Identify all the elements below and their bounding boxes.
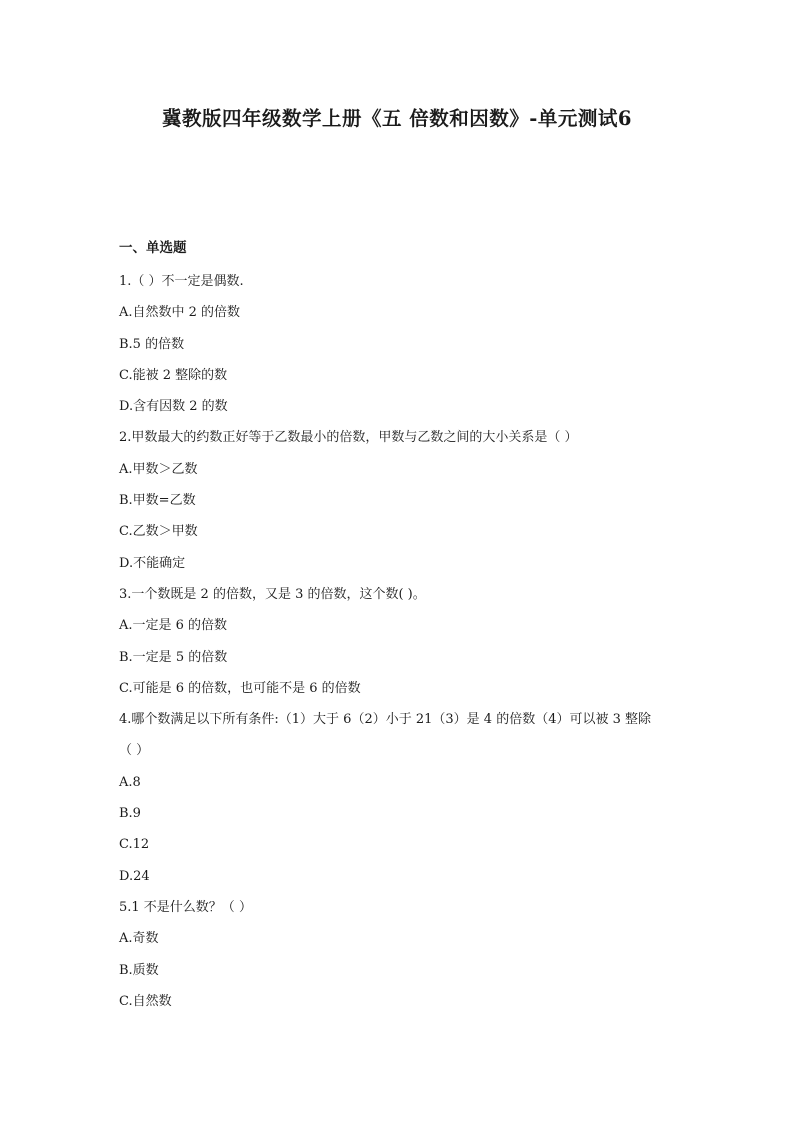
question-1-option-c: C.能被 2 整除的数 (119, 367, 228, 383)
question-1-options (119, 297, 719, 422)
question-4-option-d: D.24 (119, 868, 150, 884)
question-1-option-b: B.5 的倍数 (119, 336, 185, 352)
question-1-option-d: D.含有因数 2 的数 (119, 399, 228, 415)
question-3-options (119, 610, 719, 704)
section-heading: 一、单选题 (119, 240, 187, 256)
question-4-stem-continued: （ ） (119, 743, 150, 759)
document-title: 冀教版四年级数学上册《五 倍数和因数》-单元测试6 (162, 107, 632, 130)
question-4-stem: 4.哪个数满足以下所有条件:（1）大于 6（2）小于 21（3）是 4 的倍数（4）可以被 3 整除 (119, 712, 652, 728)
question-4-options (119, 767, 719, 892)
document-content (119, 236, 719, 1017)
question-1 (119, 266, 719, 422)
question-2-option-d: D.不能确定 (119, 555, 186, 571)
question-3 (119, 579, 719, 704)
question-4-option-b: B.9 (119, 806, 141, 822)
question-2-options (119, 454, 719, 579)
question-5 (119, 892, 719, 1017)
question-2-stem: 2.甲数最大的约数正好等于乙数最小的倍数，甲数与乙数之间的大小关系是（ ） (119, 430, 578, 446)
question-5-option-b: B.质数 (119, 962, 159, 978)
question-5-option-a: A.奇数 (119, 931, 159, 947)
question-3-option-b: B.一定是 5 的倍数 (119, 649, 228, 665)
question-3-option-a: A.一定是 6 的倍数 (119, 618, 228, 634)
question-4-option-a: A.8 (119, 774, 141, 790)
question-5-options (119, 923, 719, 1017)
question-2-option-b: B.甲数=乙数 (119, 493, 196, 509)
question-5-option-c: C.自然数 (119, 993, 172, 1009)
question-2-option-c: C.乙数＞甲数 (119, 524, 198, 540)
question-1-stem: 1.（ ）不一定是偶数. (119, 274, 244, 289)
question-3-option-c: C.可能是 6 的倍数，也可能不是 6 的倍数 (119, 680, 361, 696)
question-5-stem: 5.1 不是什么数？（ ） (119, 899, 252, 915)
question-2-option-a: A.甲数＞乙数 (119, 461, 198, 477)
question-2 (119, 422, 719, 578)
question-3-stem: 3.一个数既是 2 的倍数，又是 3 的倍数，这个数( )。 (119, 586, 426, 602)
question-1-option-a: A.自然数中 2 的倍数 (119, 305, 241, 321)
question-4-option-c: C.12 (119, 837, 150, 853)
question-4 (119, 704, 719, 892)
